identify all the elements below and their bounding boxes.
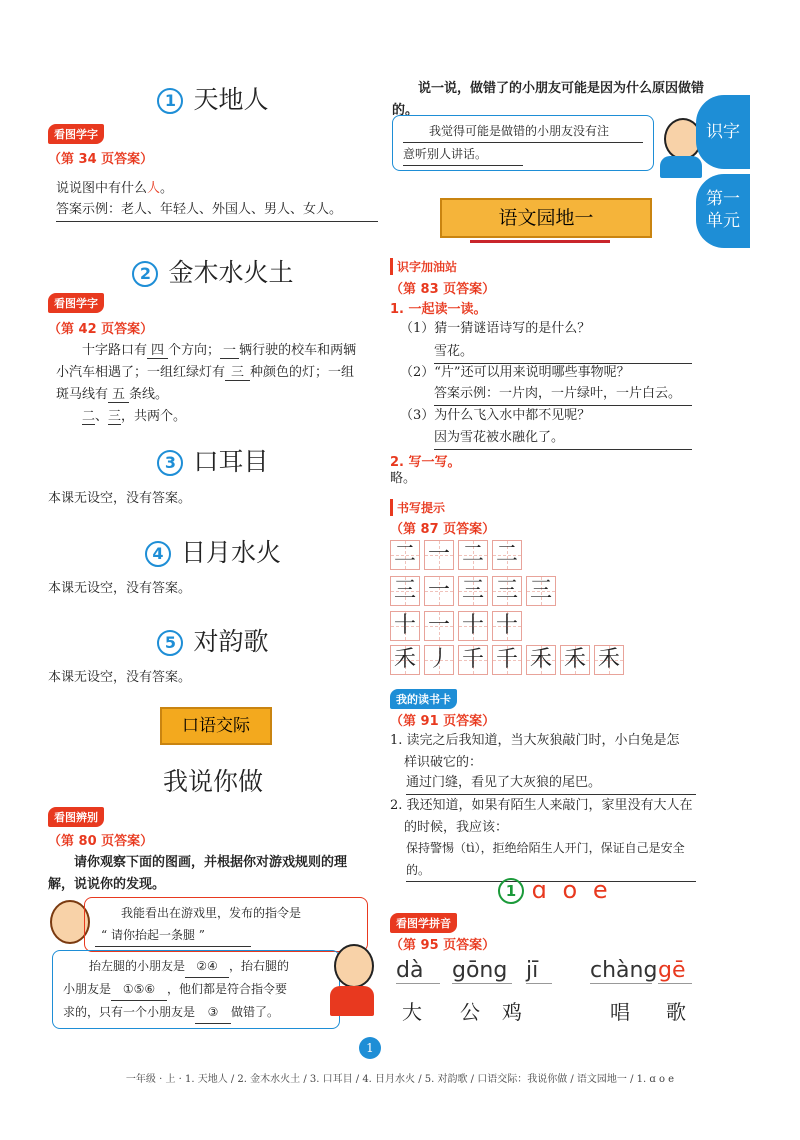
no-answer-text: 本课无设空，没有答案。	[48, 491, 192, 506]
hanzi-gong: 公	[460, 1000, 480, 1024]
top-question: 说一说，做错了的小朋友可能是因为什么原因做错的。	[392, 81, 705, 118]
lesson-5-title	[48, 622, 378, 658]
boy-shirt-top	[660, 156, 702, 178]
answer-page-label: （第 80 页答案）	[48, 834, 154, 849]
stroke-row-1	[390, 540, 522, 570]
stroke-row-2	[390, 576, 556, 606]
aoe-title: 1 ɑ o e	[498, 876, 612, 904]
lesson-title-text: 天地人	[193, 85, 269, 114]
yuwen-banner: 语文园地一	[440, 198, 652, 238]
grid-cell: 一	[424, 576, 454, 606]
q1: （1）猜一猜谜语诗写的是什么？	[400, 321, 591, 336]
oral-question: 请你观察下面的图画，并根据你对游戏规则的理解，说说你的发现。	[48, 855, 348, 892]
a1: 雪花。	[434, 341, 692, 364]
grid-cell: 二	[390, 540, 420, 570]
section-tag: 识字加油站	[390, 258, 457, 275]
grid-cell: 三	[390, 576, 420, 606]
section-tag: 我的读书卡	[390, 689, 457, 709]
a2: 答案示例：一片肉，一片绿叶，一片白云。	[434, 383, 692, 406]
lesson-title-text: 口耳目	[193, 447, 269, 476]
section-tag: 看图学拼音	[390, 913, 457, 933]
grid-cell: 三	[526, 576, 556, 606]
speech-bubble-1: 我能看出在游戏里，发布的指令是 “ 请你抬起一条腿 ”	[84, 897, 368, 952]
oral-banner: 口语交际	[160, 707, 272, 745]
grid-cell: 十	[492, 611, 522, 641]
reading-card-q1: 1. 读完之后我知道，当大灰狼敲门时，小白兔是怎 样识破它的：	[390, 733, 680, 770]
q3: （3）为什么飞入水中都不见呢？	[400, 408, 591, 423]
grid-cell: 一	[424, 611, 454, 641]
pinyin-ji: jī	[526, 958, 552, 984]
question-text: 说说图中有什么人。	[56, 181, 174, 196]
lesson-4-title	[48, 533, 378, 569]
a3: 因为雪花被水融化了。	[434, 427, 692, 450]
lesson-title-text: 金木水火土	[168, 258, 294, 287]
grid-cell: 二	[458, 540, 488, 570]
lesson-number: 4	[145, 541, 171, 567]
hanzi-ji: 鸡	[502, 1000, 522, 1024]
lesson-number: 2	[132, 261, 158, 287]
lesson-number: 3	[157, 450, 183, 476]
grid-cell: 禾	[594, 645, 624, 675]
section-tag: 书写提示	[390, 499, 445, 516]
section-tag: 看图学字	[48, 293, 104, 313]
footer-breadcrumb: 一年级 · 上 · 1. 天地人 / 2. 金木水火土 / 3. 口耳目 / 4. 日月水火 / 5. 对韵歌 / 口语交际：我说你做 / 语文园地一 / 1. ɑ o e	[125, 1074, 675, 1085]
lesson-title-text: 对韵歌	[193, 627, 269, 656]
speech-bubble-2: 抬左腿的小朋友是 ②④ ，抬右腿的 小朋友是 ①⑤⑥ ，他们都是符合指令要 求的，只有一个小朋友是 ③ 做错了。	[52, 950, 340, 1029]
banner-underline	[470, 240, 610, 243]
stroke-row-4	[390, 645, 624, 675]
grid-cell: 三	[458, 576, 488, 606]
q2: （2）“片”还可以用来说明哪些事物呢？	[400, 365, 630, 380]
grid-cell: 十	[390, 611, 420, 641]
answer-page-label: （第 87 页答案）	[390, 522, 496, 537]
pinyin-chang: chàng	[590, 958, 658, 983]
answer-page-label: （第 95 页答案）	[390, 938, 496, 953]
section-tag: 看图学字	[48, 124, 104, 144]
lesson-2-title	[48, 253, 378, 289]
lesson-2-paragraph: 十字路口有 四 个方向； 一 辆行驶的校车和两辆 小汽车相遇了；一组红绿灯有 三 种颜色的灯；一组 斑马线有 五 条线。 二、三，共两个。	[56, 343, 357, 424]
lesson-number: 5	[157, 630, 183, 656]
boy-avatar	[334, 944, 374, 988]
grid-cell: 三	[492, 576, 522, 606]
lesson-number: 1	[157, 88, 183, 114]
answer-text: 答案示例：老人、年轻人、外国人、男人、女人。	[56, 199, 378, 222]
grid-cell: 丿	[424, 645, 454, 675]
exercise-heading: 2. 写一写。	[390, 455, 461, 470]
page-number: 1	[359, 1037, 381, 1059]
answer-page-label: （第 91 页答案）	[390, 714, 496, 729]
hanzi-ge: 歌	[666, 1000, 686, 1024]
stroke-row-3	[390, 611, 522, 641]
pinyin-gong: gōng	[452, 958, 512, 984]
reading-card-a1: 通过门缝，看见了大灰狼的尾巴。	[406, 772, 696, 795]
hanzi-da: 大	[402, 1000, 422, 1024]
pinyin-ge: gē	[658, 958, 692, 984]
grid-cell: 禾	[390, 645, 420, 675]
lesson-3-title	[48, 442, 378, 478]
reading-card-a2: 保持警惕（tì），拒绝给陌生人开门，保证自己是安全的。	[406, 837, 696, 882]
section-tag: 看图辨别	[48, 807, 104, 827]
no-answer-text: 本课无设空，没有答案。	[48, 581, 192, 596]
answer-page-label: （第 83 页答案）	[390, 282, 496, 297]
grid-cell: 千	[492, 645, 522, 675]
side-tab-unit: 第一 单元	[696, 174, 750, 248]
grid-cell: 十	[458, 611, 488, 641]
reading-card-q2: 2. 我还知道，如果有陌生人来敲门，家里没有大人在 的时候，我应该：	[390, 798, 693, 835]
lesson-1-title	[48, 80, 378, 116]
boy-shirt	[330, 986, 374, 1016]
grid-cell: 禾	[560, 645, 590, 675]
answer-page-label: （第 42 页答案）	[48, 322, 154, 337]
no-answer-text: 本课无设空，没有答案。	[48, 670, 192, 685]
skip-text: 略。	[390, 471, 417, 486]
exercise-heading: 1. 一起读一读。	[390, 302, 487, 317]
answer-page-label: （第 34 页答案）	[48, 152, 154, 167]
hanzi-chang: 唱	[610, 1000, 630, 1024]
lesson-title-text: 日月水火	[180, 538, 281, 567]
grid-cell: 二	[492, 540, 522, 570]
top-speech-bubble: 我觉得可能是做错的小朋友没有注 意听别人讲话。	[392, 115, 654, 171]
grid-cell: 千	[458, 645, 488, 675]
grid-cell: 一	[424, 540, 454, 570]
oral-title: 我说你做	[162, 767, 263, 796]
side-tab-literacy: 识字	[696, 95, 750, 169]
grid-cell: 禾	[526, 645, 556, 675]
pinyin-da: dà	[396, 958, 440, 984]
